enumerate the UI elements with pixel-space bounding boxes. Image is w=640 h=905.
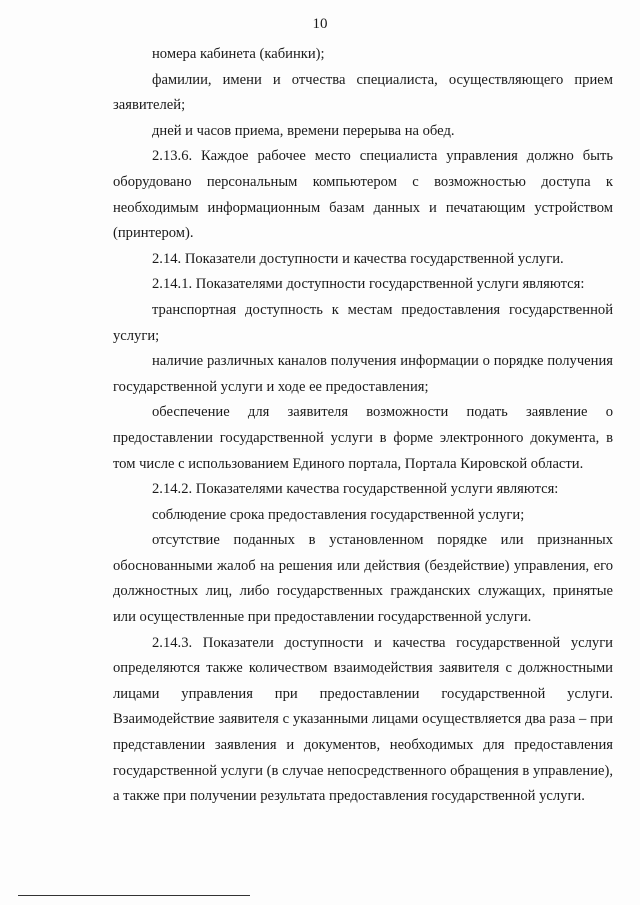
paragraph-deadline-compliance: соблюдение срока предоставления государственной услуги; [152, 506, 525, 523]
page-number: 10 [312, 16, 328, 32]
paragraph-2-14: 2.14. Показатели доступности и качества государственной услуги. [152, 250, 564, 267]
paragraph-electronic-application: обеспечение для заявителя возможности подать заявление о предоставлении государственной услуги в форме электронного документа, в том числе с использованием Единого портала, Портала Кировской области. [113, 404, 613, 472]
paragraph-reception-hours: дней и часов приема, времени перерыва на обед. [152, 122, 455, 139]
paragraph-2-14-2: 2.14.2. Показателями качества государственной услуги являются: [152, 481, 559, 498]
document-body [113, 42, 613, 810]
paragraph-2-13-6: 2.13.6. Каждое рабочее место специалиста управления должно быть оборудовано персональным компьютером с возможностью доступа к необходимым информационным базам данных и печатающим устройством (принтером). [113, 148, 613, 242]
paragraph-information-channels: наличие различных каналов получения информации о порядке получения государственной услуги и ходе ее предоставления; [113, 353, 613, 395]
paragraph-2-14-3: 2.14.3. Показатели доступности и качества государственной услуги определяются также количеством взаимодействия заявителя с должностными лицами управления при предоставлении государственной услуги. Взаимодействие заявителя с указанными лицами осуществляется два раза – при представлении заявления и документов, необходимых для предоставления государственной услуги (в случае непосредственного обращения в управление), а также при получении результата предоставления государственной услуги. [113, 634, 613, 805]
paragraph-cabinet-number: номера кабинета (кабинки); [152, 46, 325, 62]
paragraph-2-14-1: 2.14.1. Показателями доступности государственной услуги являются: [152, 276, 585, 293]
paragraph-transport-accessibility: транспортная доступность к местам предоставления государственной услуги; [113, 301, 613, 344]
paragraph-no-complaints: отсутствие поданных в установленном порядке или признанных обоснованными жалоб на решения или действия (бездействие) управления, его должностных лиц, либо государственных гражданских служащих, принятые или осуществленные при предоставлении государственной услуги. [113, 532, 613, 626]
paragraph-specialist-name: фамилии, имени и отчества специалиста, осуществляющего прием заявителей; [113, 71, 613, 114]
footnote-divider [18, 895, 250, 896]
